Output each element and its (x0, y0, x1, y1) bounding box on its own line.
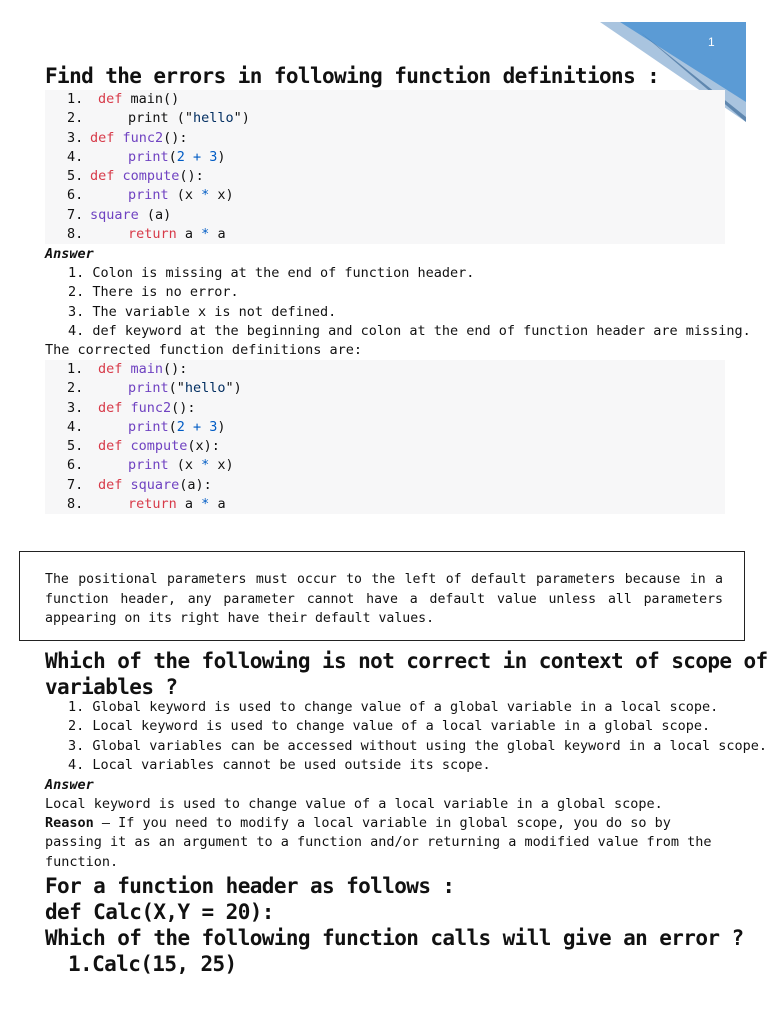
list-item: 4. Local variables cannot be used outside its scope. (68, 756, 491, 773)
code-line (45, 456, 725, 475)
q3-line3: Which of the following function calls will give an error ? (45, 926, 744, 950)
code-text (98, 360, 187, 379)
code-token: 2 + 3 (176, 148, 218, 165)
line-number: 8. (67, 496, 84, 513)
q3-line1: For a function header as follows : (45, 874, 455, 898)
code-text (128, 109, 250, 128)
code-token: def (98, 476, 131, 493)
code-line (45, 90, 725, 109)
line-number: 4. (67, 148, 84, 165)
code-line (45, 418, 725, 437)
code-token: square (90, 206, 139, 223)
code-token: def (90, 129, 123, 146)
code-token: (a) (138, 206, 172, 223)
code-text (98, 399, 196, 418)
code-token: (): (163, 361, 188, 377)
code-token: * (201, 496, 210, 513)
line-number: 1. (67, 361, 84, 377)
code-token: compute (130, 438, 188, 455)
code-token: def (98, 91, 131, 107)
code-line (45, 495, 725, 514)
line-number: 3. (67, 399, 84, 416)
line-number: 7. (67, 206, 84, 223)
code-token: print (128, 148, 169, 165)
code-token: def (98, 399, 131, 416)
code-token: square (130, 476, 180, 493)
code-text (128, 148, 226, 167)
code-line (45, 476, 725, 495)
code-token: ") (233, 110, 250, 127)
line-number: 8. (67, 226, 84, 243)
code-token: hello (184, 380, 226, 397)
code-token: def (98, 438, 131, 455)
code-text (98, 90, 179, 109)
line-number: 6. (67, 187, 84, 204)
code-token: print (" (128, 110, 194, 127)
corrected-intro: The corrected function definitions are: (45, 342, 362, 358)
code-token: return (128, 496, 177, 513)
code-token: ( (168, 148, 177, 165)
code-token: ") (225, 380, 242, 397)
code-block-original (45, 90, 725, 244)
code-line (45, 206, 725, 225)
code-text (128, 225, 226, 244)
q2-answer-label: Answer (45, 777, 94, 793)
code-text (90, 206, 171, 225)
code-token: main (130, 361, 164, 377)
list-item: 4. def keyword at the beginning and colon at the end of function header are missing. (68, 322, 751, 339)
code-block-corrected (45, 360, 725, 514)
code-token: (a): (179, 476, 212, 493)
code-text (128, 456, 234, 475)
q3-line2: def Calc(X,Y = 20): (45, 900, 274, 924)
q2-title-line1: Which of the following is not correct in context of scope of (45, 649, 768, 673)
code-token: a (176, 226, 202, 243)
line-number: 3. (67, 129, 84, 146)
code-token: print (128, 187, 169, 204)
code-token: * (201, 226, 210, 243)
list-item: 2. Local keyword is used to change value of a local variable in a global scope. (68, 718, 711, 735)
list-item: 3. Global variables can be accessed without using the global keyword in a local scope. (68, 737, 767, 754)
code-token: (" (168, 380, 185, 397)
code-text (128, 186, 234, 205)
code-token: ) (217, 418, 226, 435)
line-number: 5. (67, 168, 84, 185)
code-token: ) (217, 148, 226, 165)
code-line (45, 379, 725, 398)
code-token: (): (163, 129, 188, 146)
q1-answer-list (68, 264, 751, 341)
q1-answer-label: Answer (45, 246, 94, 262)
q2-reason (45, 814, 725, 872)
reason-text: — If you need to modify a local variable in global scope, you do so by passing it as an argument to a function and/or returning a modified value from the function. (45, 815, 712, 870)
code-line (45, 399, 725, 418)
line-number: 4. (67, 418, 84, 435)
line-number: 2. (67, 380, 84, 397)
list-item: 1. Global keyword is used to change value of a global variable in a local scope. (68, 699, 719, 715)
code-text (90, 129, 188, 148)
code-token: (): (171, 399, 196, 416)
q2-option-list (68, 698, 767, 775)
code-token: (x): (187, 438, 220, 455)
line-number: 6. (67, 457, 84, 474)
code-token: x) (209, 187, 234, 204)
code-text (128, 379, 242, 398)
code-text (90, 167, 204, 186)
code-token: a (209, 496, 226, 513)
code-token: 2 + 3 (176, 418, 218, 435)
line-number: 7. (67, 476, 84, 493)
code-line (45, 109, 725, 128)
code-token: print (128, 457, 169, 474)
code-line (45, 148, 725, 167)
code-line (45, 167, 725, 186)
code-token: * (201, 187, 210, 204)
code-token: x) (209, 457, 234, 474)
code-token: main() (130, 91, 180, 107)
code-token: (x (168, 187, 202, 204)
q1-title: Find the errors in following function definitions : (45, 64, 660, 88)
code-text (98, 476, 212, 495)
page-number: 1 (708, 35, 715, 49)
code-token: func2 (130, 399, 172, 416)
code-line (45, 437, 725, 456)
code-text (98, 437, 220, 456)
q2-answer: Local keyword is used to change value of a local variable in a global scope. (45, 796, 663, 812)
code-text (128, 495, 226, 514)
code-token: def (90, 168, 123, 185)
code-line (45, 186, 725, 205)
code-token: a (176, 496, 202, 513)
code-text (128, 418, 226, 437)
q2-title-line2: variables ? (45, 675, 178, 699)
code-token: print (128, 418, 169, 435)
line-number: 1. (67, 91, 84, 107)
code-token: (x (168, 457, 202, 474)
code-token: def (98, 361, 131, 377)
code-token: compute (122, 168, 180, 185)
note-text: The positional parameters must occur to the left of default parameters because in a function header, any parameter cannot have a default value unless all parameters appearing on its right have their default values. (45, 572, 723, 626)
code-token: a (209, 226, 226, 243)
note-box (19, 551, 745, 641)
list-item: 2. There is no error. (68, 284, 239, 301)
reason-label: Reason (45, 815, 94, 831)
q3-option1: 1.Calc(15, 25) (68, 952, 237, 976)
code-token: return (128, 226, 177, 243)
code-token: (): (179, 168, 204, 185)
code-token: hello (193, 110, 234, 127)
line-number: 5. (67, 438, 84, 455)
code-token: print (128, 380, 169, 397)
list-item: 3. The variable x is not defined. (68, 303, 337, 320)
code-line (45, 360, 725, 379)
code-line (45, 225, 725, 244)
code-token: ( (168, 418, 177, 435)
code-token: * (201, 457, 210, 474)
code-line (45, 129, 725, 148)
list-item: 1. Colon is missing at the end of function header. (68, 265, 475, 281)
line-number: 2. (67, 110, 84, 127)
code-token: func2 (122, 129, 164, 146)
